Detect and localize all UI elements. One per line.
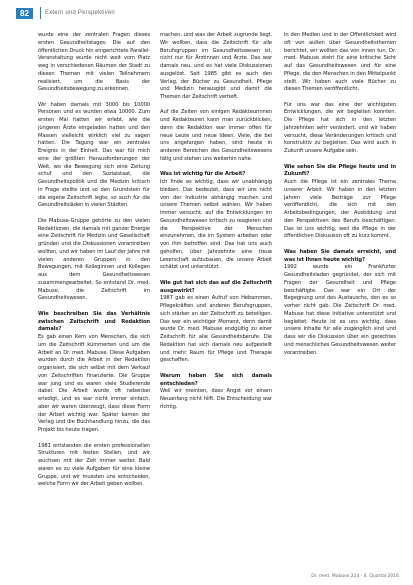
paragraph: In den Medien und in der Öffentlichkeit wird oft von außen über Gesundheitsthemen berichtet, wir wollten das von innen tun. Dr. med. Mabuse steht für eine kritische Sicht auf das Gesundheitswesen und für eine Pflege, die den Menschen in den Mittelpunkt stellt. Wir haben auch viele Bücher zu diesen Themen veröffentlicht. [284,32,396,93]
paragraph: Die Mabuse-Gruppe gehörte zu den vielen Redaktionen, die damals mit ganzer Energie eine Zeitschrift für Medizin und Gesellschaft gründen und die Diskussionen vorantreiben wollten, und wir haben im Lauf der Jahre mit vielen anderen Gruppen in den Bewegungen, mit Kolleginnen und Kollegen aus dem Gesundheitswesen zusammengearbeitet. So entstand Dr. med. Mabuse, die Zeitschrift im Gesundheitswesen. [38,217,150,302]
text-column-1 [38,32,150,557]
section-label: Extern und Perspektiven [45,10,115,16]
paragraph: 1992 wurde ein Frankfurter Gesundheitsladen gegründet, der sich mit Fragen der Gesundheit und Pflege beschäftigte. Das war ein Ort der Begegnung und des Austauschs, den es so vorher nicht gab. Die Zeitschrift Dr. med. Mabuse hat diese Initiative unterstützt und begleitet. Heute ist es uns wichtig, dass unsere Inhalte für alle zugänglich sind und dass wir die Diskussion über ein gerechtes und menschliches Gesundheitswesen weiter vorantreiben. [284,264,396,356]
interview-question: Wie gut hat sich das auf die Zeitschrift ausgewirkt? [160,279,272,294]
paragraph: 1987 gab es einen Aufruf von Hebammen, Pflegekräften und anderen Berufsgruppen, sich stärker an der Zeitschrift zu beteiligen. Das war ein wichtiger Moment, denn damit wurde Dr. med. Mabuse endgültig zu einer Zeitschrift für alle Gesundheitsberufe. Die Redaktion hat sich damals neu aufgestellt und mehr Raum für Pflege und Therapie geschaffen. [160,295,272,364]
page-header [0,0,413,22]
page-footer: Dr. med. Mabuse 224 · 4. Quartal 2016 [311,574,399,579]
paragraph: machen, und was der Arbeit zugrunde liegt. Wir wollten, dass die Zeitschrift für alle Berufsgruppen im Gesundheitswesen ist, nicht nur für Ärztinnen und Ärzte. Das war damals neu, und es hat viele Diskussionen ausgelöst. Seit 1985 gibt es auch den Verlag, der Bücher zu Gesundheit, Pflege und Medizin herausgibt und damit die Themen der Zeitschrift vertieft. [160,32,272,100]
paragraph: Wir haben damals mit 3000 bis 10000 Personen und es wurden etwa 10000. Zum ersten Mal hatten wir erlebt, wie die jüngeren Ärzte eingeladen hatten und den Massen vielleicht wirklich viel zu sagen hatten. Die Tagung war ein zentrales Ereignis in der Einheit. Das war für mich eine der größten Herausforderungen der Welt, wo die Bewegung sich eine Zeitung schuf und den Sozialstaat, die Gesundheitspolitik und die Medizin kritisch in Frage stellte und so den Grundstein für die eigene Zeitschrift legte, so auch für die Gesundheitsläden in vielen Städten. [38,101,150,209]
paragraph: wurde eine der zentralen Fragen dieses ersten Gesundheitstages: Die auf den öffentlichen Druck hin eingerichtete Parallel-Veranstaltung wurde nicht weit vom Platz weg in verschiedenen Räumen der Stadt zu diesen Themen mit vielen Teilnehmern realisiert, um die Basis der Gesundheitsbewegung zu erkennen. [38,32,150,93]
interview-question: Was ist wichtig für die Arbeit? [160,171,246,178]
paragraph: Es gab einen Kern von Menschen, die sich um die Zeitschrift kümmerten und um die Arbeit an Dr. med. Mabuse. Diese Aufgaben wurden durch die Arbeit in der Redaktion organisiert, die sich selbst mit dem Verkauf von Zeitschriften finanzierte. Die Gruppe war jung und es waren viele Studierende dabei. Die Arbeit wurde oft nebenbei erledigt, und es war nicht immer einfach, aber wir waren überzeugt, dass diese Form der Arbeit wichtig war. Später kamen der Verlag und die Buchhandlung hinzu, die das Projekt bis heute tragen. [38,334,150,434]
interview-question: Was haben Sie damals erreicht, und was ist Ihnen heute wichtig? [284,248,396,263]
paragraph: Auch die Pflege ist ein zentrales Thema unserer Arbeit. Wir haben in den letzten Jahren viele Beiträge zur Pflege veröffentlicht, die sich mit den Arbeitsbedingungen, der Ausbildung und den Perspektiven des Berufs beschäftigen. Das ist uns wichtig, weil die Pflege in der öffentlichen Diskussion oft zu kurz kommt. [284,179,396,240]
text-column-3 [284,32,396,557]
paragraph: Weil wir meinten, dass Angst vor einem Neuanfang nicht hilft. Die Entscheidung war richtig. [160,388,272,410]
paragraph: Auf die Zeiten von einigen Redakteurinnen und Redakteuren kann man zurückblicken, denn die Redaktion war immer offen für neue Leute und neue Ideen. Viele, die bei uns angefangen haben, sind heute in anderen Bereichen des Gesundheitswesens tätig und stehen uns weiterhin nahe. [160,109,272,162]
page-number: 82 [16,8,33,19]
interview-question: Wie sehen Sie die Pflege heute und in Zukunft? [284,163,396,178]
interview-question: Warum haben Sie sich damals entschieden? [160,372,272,387]
text-column-2 [160,32,272,557]
paragraph: Für uns war das eine der wichtigsten Entwicklungen, die wir begleiten konnten. Die Pflege hat sich in den letzten Jahrzehnten sehr verändert, und wir haben versucht, diese Veränderungen kritisch und konstruktiv zu begleiten. Das wird auch in Zukunft unsere Aufgabe sein. [284,101,396,155]
interview-question: Wie beschreiben Sie das Verhältnis zwischen Zeitschrift und Redaktion damals? [38,310,150,333]
header-divider [40,7,41,19]
paragraph: 1981 entstanden die ersten professionellen Strukturen mit festen Stellen, und wir wuchsen mit der Zeit immer weiter. Bald waren es zu viele Aufgaben für eine kleine Gruppe, und wir mussten uns entscheiden, welche Form wir der Arbeit geben wollten. [38,442,150,488]
paragraph: Ich finde es wichtig, dass wir unabhängig bleiben. Das bedeutet, dass wir uns nicht von der Industrie abhängig machen und unsere Themen selbst wählen. Wir haben immer versucht, auf die Entwicklungen im Gesundheitswesen kritisch zu reagieren und die Perspektive der Menschen einzunehmen, die im System arbeiten oder von ihm betroffen sind. Das hat uns auch geholfen, über Jahrzehnte eine treue Leserschaft aufzubauen, die unsere Arbeit schätzt und unterstützt. [160,179,272,271]
